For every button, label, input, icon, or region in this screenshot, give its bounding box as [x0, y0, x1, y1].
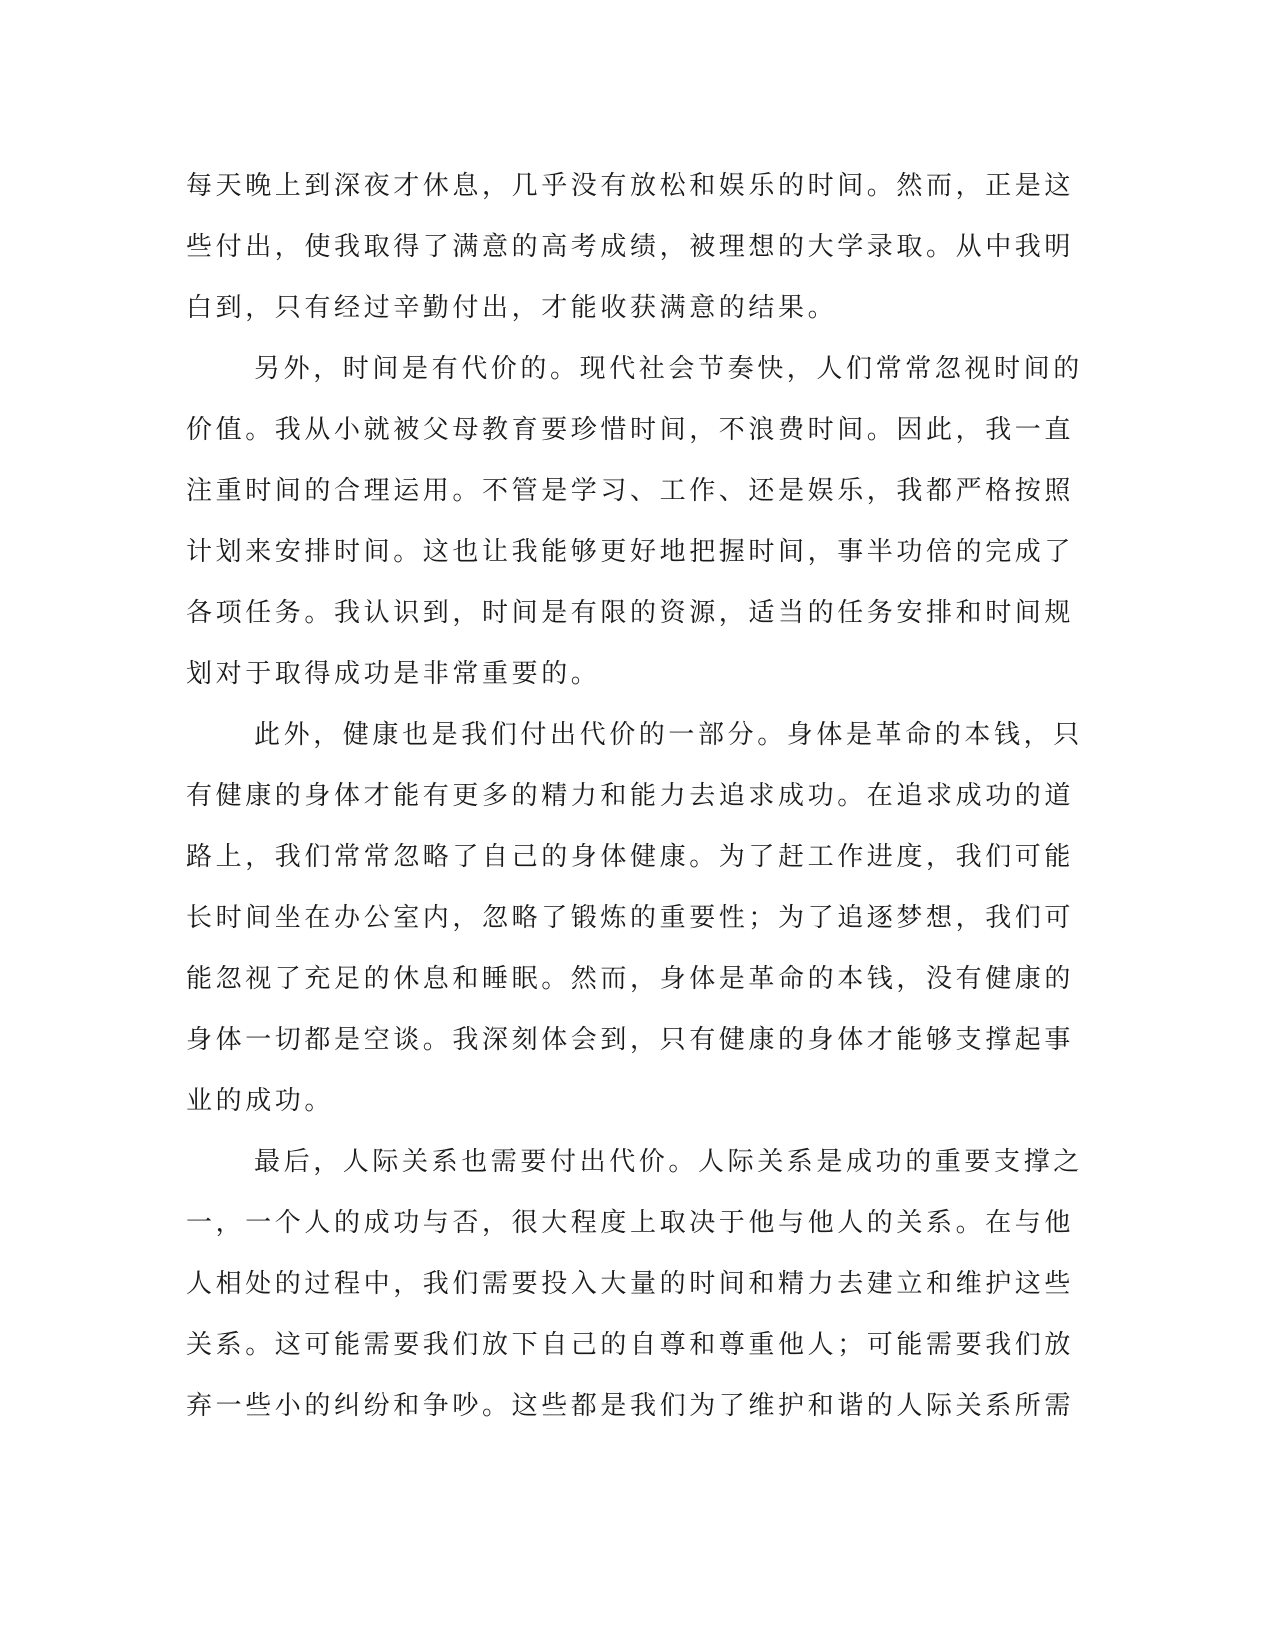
paragraph-2-line-1: 有健康的身体才能有更多的精力和能力去追求成功。在追求成功的道	[186, 781, 1075, 811]
document-body	[186, 156, 1083, 1437]
paragraph-3-line-3: 关系。这可能需要我们放下自己的自尊和尊重他人；可能需要我们放	[186, 1330, 1075, 1360]
paragraph-2-line-5: 身体一切都是空谈。我深刻体会到，只有健康的身体才能够支撑起事	[186, 1025, 1075, 1055]
paragraph-1-line-2: 注重时间的合理运用。不管是学习、工作、还是娱乐，我都严格按照	[186, 476, 1075, 506]
paragraph-1-line-1: 价值。我从小就被父母教育要珍惜时间，不浪费时间。因此，我一直	[186, 415, 1075, 445]
paragraph-3-line-1: 一，一个人的成功与否，很大程度上取决于他与他人的关系。在与他	[186, 1208, 1075, 1238]
paragraph-1-line-4: 各项任务。我认识到，时间是有限的资源，适当的任务安排和时间规	[186, 598, 1075, 628]
paragraph-1-line-0: 另外，时间是有代价的。现代社会节奏快，人们常常忽视时间的	[254, 354, 1083, 384]
paragraph-2-line-3: 长时间坐在办公室内，忽略了锻炼的重要性；为了追逐梦想，我们可	[186, 903, 1075, 933]
paragraph-2-line-0: 此外，健康也是我们付出代价的一部分。身体是革命的本钱，只	[254, 720, 1083, 750]
paragraph-0-line-1: 些付出，使我取得了满意的高考成绩，被理想的大学录取。从中我明	[186, 232, 1075, 262]
paragraph-1-line-5: 划对于取得成功是非常重要的。	[186, 659, 601, 689]
paragraph-0-line-0: 每天晚上到深夜才休息，几乎没有放松和娱乐的时间。然而，正是这	[186, 171, 1075, 201]
paragraph-1-line-3: 计划来安排时间。这也让我能够更好地把握时间，事半功倍的完成了	[186, 537, 1075, 567]
paragraph-0-line-2: 白到，只有经过辛勤付出，才能收获满意的结果。	[186, 293, 838, 323]
paragraph-3-line-2: 人相处的过程中，我们需要投入大量的时间和精力去建立和维护这些	[186, 1269, 1075, 1299]
paragraph-2-line-6: 业的成功。	[186, 1086, 335, 1116]
paragraph-3-line-4: 弃一些小的纠纷和争吵。这些都是我们为了维护和谐的人际关系所需	[186, 1391, 1075, 1421]
paragraph-2-line-4: 能忽视了充足的休息和睡眠。然而，身体是革命的本钱，没有健康的	[186, 964, 1075, 994]
paragraph-3-line-0: 最后，人际关系也需要付出代价。人际关系是成功的重要支撑之	[254, 1147, 1083, 1177]
paragraph-2-line-2: 路上，我们常常忽略了自己的身体健康。为了赶工作进度，我们可能	[186, 842, 1075, 872]
